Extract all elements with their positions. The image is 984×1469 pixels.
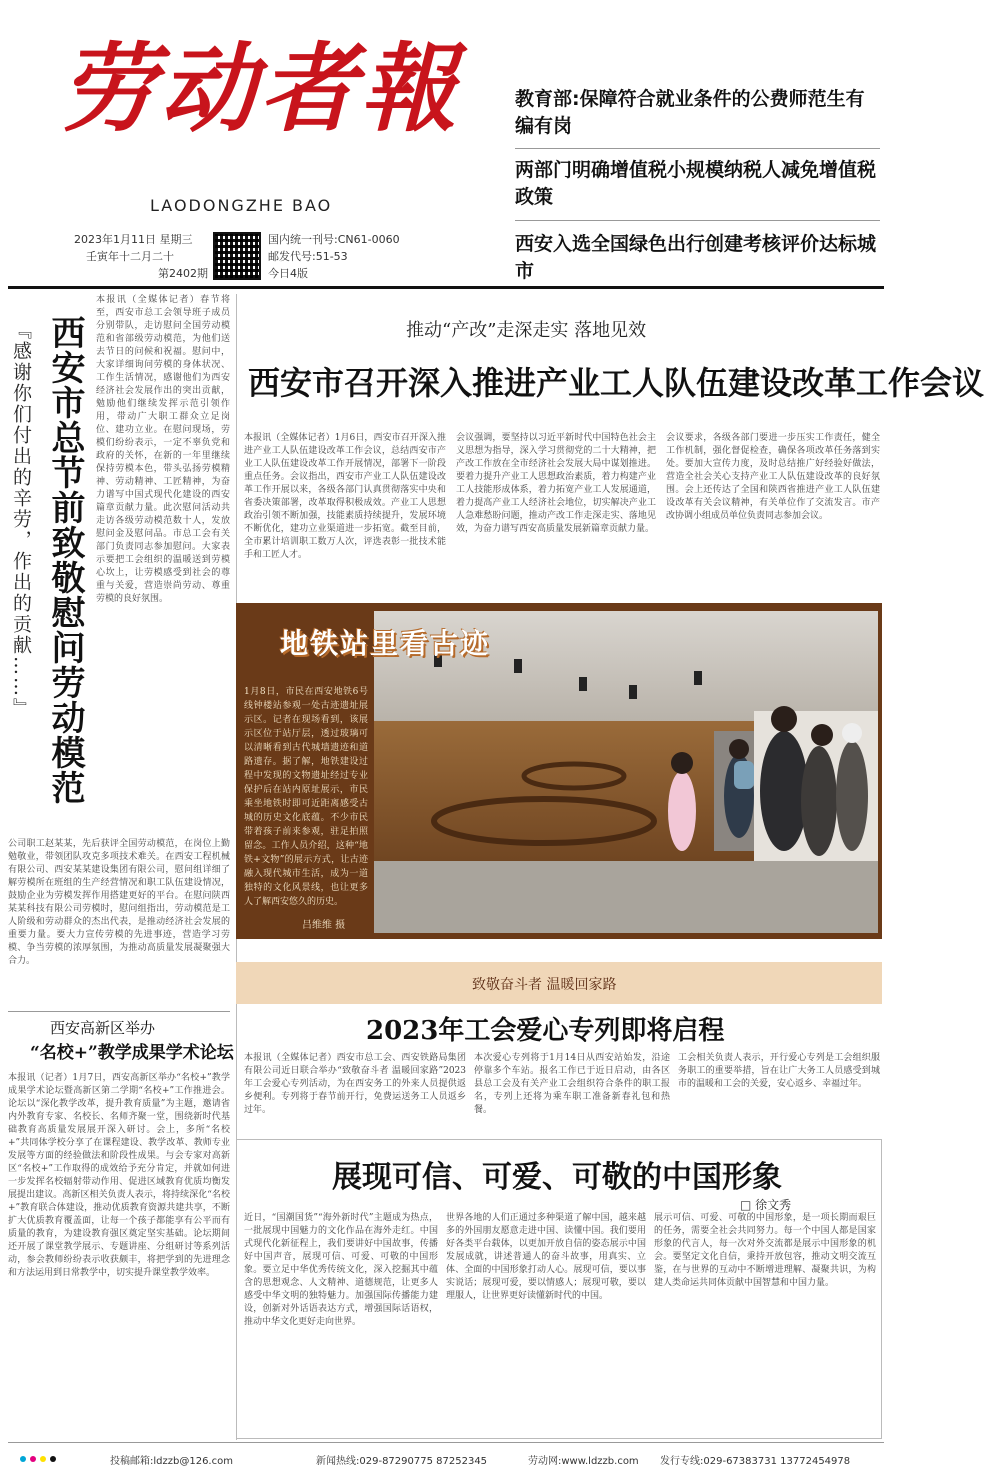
footer-site[interactable]: 劳动网:www.ldzzb.com: [528, 1456, 639, 1467]
commentary-author: □ 徐文秀: [740, 1198, 792, 1212]
top-headline-2[interactable]: 两部门明确增值税小规模纳税人减免增值税政策: [515, 159, 877, 208]
divider: [515, 220, 880, 221]
top-headline-3[interactable]: 西安入选全国绿色出行创建考核评价达标城市: [515, 233, 877, 282]
footer-delivery: 发行专线:029-67383731 13772454978: [660, 1456, 851, 1467]
masthead-rule: [8, 286, 884, 289]
masthead-pinyin: LAODONGZHE BAO: [150, 196, 333, 215]
forum-article-body: 本报讯（记者）1月7日，西安高新区举办“名校+”教学成果学术论坛暨高新区第二学期“名校+”工作推进会。论坛以“深化教学改革，提升教育质量”为主题，邀请省内外教育专家、名校长、名师齐聚一堂，围绕新时代基础教育高质量发展展开深入研讨。会上，多所“名校+”共同体学校分享了在课程建设、教学改革、教师专业发展等方面的经验做法和阶段性成果。与会专家对高新区“名校+”工作取得的成效给予充分肯定，并就如何进一步发挥名校辐射带动作用、促进区域教育优质均衡发展提出建议。高新区相关负责人表示，将持续深化“名校+”教育联合体建设，推动优质教育资源共建共享，不断扩大优质教育覆盖面，让每一个孩子都能享有公平而有质量的教育，为建设教育强区奠定坚实基础。论坛期间还开展了课堂教学展示、专题讲座、分组研讨等系列活动，参会教师纷纷表示收获颇丰，将把学到的先进理念和方法运用到日常教学中，切实提升课堂教学效率。: [8, 1073, 230, 1278]
footer: [0, 1446, 892, 1469]
page-count: 今日4版: [268, 267, 308, 280]
main-article-col-3: 会议要求，各级各部门要进一步压实工作责任，健全工作机制，强化督促检查，确保各项改革任务落到实处。要加大宣传力度，及时总结推广好经验好做法，营造全社会关心支持产业工人队伍建设改革的良好氛围。会上还传达了全国和陕西省推进产业工人队伍建设改革有关会议精神，有关单位作了交流发言。市产改协调小组成员单位负责同志参加会议。: [666, 433, 880, 521]
masthead-lunar: 壬寅年十二月二十: [86, 250, 174, 263]
main-headline[interactable]: 西安市召开深入推进产业工人队伍建设改革工作会议: [248, 364, 984, 402]
union-headline[interactable]: 2023年工会爱心专列即将启程: [366, 1016, 725, 1046]
photo-feature-title: 地铁站里看古迹: [280, 627, 491, 660]
commentary-col-1: 近日，“国潮国货”“海外新时代”主题成为热点，一批展现中国魅力的文化作品在海外走红。中国式现代化新征程上，我们要讲好中国故事，传播好中国声音，展现可信、可爱、可敬的中国形象。要立足中华优秀传统文化，深入挖掘其中蕴含的思想观念、人文精神、道德规范，让更多人感受中华文明的独特魅力。加强国际传播能力建设，创新对外话语表达方式，增强国际话语权，推动中华文化更好走向世界。: [244, 1213, 438, 1327]
union-kicker: 致敬奋斗者 温暖回家路: [472, 977, 617, 993]
footer-hotline: 新闻热线:029-87290775 87252345: [316, 1456, 488, 1467]
main-article-col-2: 会议强调，要坚持以习近平新时代中国特色社会主义思想为指导，深入学习贯彻党的二十大精神，把产改工作放在全市经济社会发展大局中谋划推进。要着力提升产业工人思想政治素质，着力构建产业工人技能形成体系，着力拓宽产业工人发展通道，着力提高产业工人经济社会地位，切实解决产业工人急难愁盼问题，推动产改工作走深走实、落地见效，为奋力谱写西安高质量发展新篇章贡献力量。: [456, 433, 656, 534]
photo-credit: 吕维维 摄: [302, 920, 346, 931]
footer-rule: [8, 1442, 884, 1443]
union-article-col-3: 工会相关负责人表示，开行爱心专列是工会组织服务职工的重要举措，旨在让广大务工人员感受到城市的温暖和工会的关爱，安心返乡、幸福过年。: [678, 1053, 880, 1089]
footer-email[interactable]: 投稿邮箱:ldzzb@126.com: [110, 1456, 233, 1467]
main-kicker: 推动“产改”走深走实 落地见效: [406, 320, 647, 341]
forum-title-line-1[interactable]: 西安高新区举办: [50, 1019, 156, 1037]
quote-vertical: 『感谢你们付出的辛劳，作出的贡献……』: [10, 320, 32, 719]
postal-code: 邮发代号:51-53: [268, 250, 348, 263]
registration-dots: [20, 1454, 60, 1465]
union-article-col-1: 本报讯（全媒体记者）西安市总工会、西安铁路局集团有限公司近日联合举办“致敬奋斗者 温暖回家路”2023年工会爱心专列活动，为在西安务工的外来人员提供返乡便利。专列将于春节前开行，免费运送务工人员返乡过年。: [244, 1053, 466, 1115]
qr-code: [213, 232, 261, 280]
top-headline-1[interactable]: 教育部:保障符合就业条件的公费师范生有编有岗: [515, 88, 865, 137]
photo-caption-text: 1月8日，市民在西安地铁6号线钟楼站参观一处古迹遗址展示区。记者在现场看到，该展示区位于站厅层，透过玻璃可以清晰看到古代城墙遗迹和道路遗存。据了解，地铁建设过程中发现的文物遗址经过专业保护后在站内原址展示，市民乘坐地铁时即可近距离感受古城的历史文化底蕴。不少市民带着孩子前来参观，驻足拍照留念。工作人员介绍，这种“地铁+文物”的展示方式，让古迹融入现代城市生活，成为一道独特的文化风景线，也让更多人了解西安悠久的历史。: [244, 687, 368, 907]
masthead-date: 2023年1月11日 星期三: [74, 233, 193, 246]
left-article-body-2: 公司职工赵某某，先后获评全国劳动模范，在岗位上勤勉敬业，带领团队攻克多项技术难关。在西安工程机械有限公司、西安某某建设集团有限公司，慰问组详细了解劳模所在班组的生产经营情况和职工队伍建设情况，鼓励企业为劳模发挥作用搭建更好的平台。在慰问陕西某某科技有限公司劳模时，慰问组指出，劳动模范是工人阶级和劳动群众的杰出代表，是推动经济社会发展的重要力量。要大力宣传劳模的先进事迹，营造学习劳模、争当劳模的浓厚氛围，为推动高质量发展凝聚强大合力。: [8, 839, 230, 966]
union-article-col-2: 本次爱心专列将于1月14日从西安站始发，沿途停靠多个车站。报名工作已于近日启动，由各区县总工会及有关产业工会组织符合条件的职工报名，专列上还将为乘车职工准备新春礼包和热餐。: [474, 1053, 670, 1115]
left-article-body: 本报讯（全媒体记者）春节将至，西安市总工会领导班子成员分别带队，走访慰问全国劳动模范和省部级劳动模范，为他们送去节日的问候和祝福。慰问中，大家详细询问劳模的身体状况、工作生活情况，感谢他们为西安经济社会发展作出的突出贡献，勉励他们继续发挥示范引领作用，带动广大职工群众立足岗位、建功立业。在慰问现场，劳模们纷纷表示，一定不辜负党和政府的关怀，在新的一年里继续保持劳模本色，带头弘扬劳模精神、劳动精神、工匠精神，为奋力谱写中国式现代化建设的西安篇章贡献力量。此次慰问活动共走访各级劳动模范数十人，发放慰问金及慰问品。市总工会有关部门负责同志参加慰问。大家表示要把工会组织的温暖送到劳模心坎上，让劳模感受到社会的尊重与关爱，营造崇尚劳动、尊重劳模的良好氛围。: [96, 295, 230, 604]
commentary-col-2: 世界各地的人们正通过多种渠道了解中国，越来越多的外国朋友愿意走进中国、读懂中国。我们要用好各类平台载体，以更加开放自信的姿态展示中国发展成就，讲述普通人的奋斗故事，用真实、立体、全面的中国形象打动人心。展现可信，要以事实说话；展现可爱，要以情感人；展现可敬，要以理服人，让世界更好读懂新时代的中国。: [446, 1213, 646, 1301]
commentary-col-3: 展示可信、可爱、可敬的中国形象，是一项长期而艰巨的任务，需要全社会共同努力。每一个中国人都是国家形象的代言人，每一次对外交流都是展示中国形象的机会。要坚定文化自信，秉持开放包容，推动文明交流互鉴，在与世界的互动中不断增进理解、凝聚共识，为构建人类命运共同体贡献中国智慧和中国力量。: [654, 1213, 876, 1288]
commentary-headline[interactable]: 展现可信、可爱、可敬的中国形象: [332, 1160, 782, 1195]
cn-number: 国内统一刊号:CN61-0060: [268, 233, 400, 246]
divider: [515, 148, 880, 149]
masthead-title: 劳动者報: [60, 32, 460, 145]
forum-title-line-2[interactable]: “名校+”教学成果学术论坛: [30, 1043, 234, 1063]
masthead-issue: 第2402期: [158, 267, 208, 280]
divider: [8, 1011, 230, 1012]
main-article-col-1: 本报讯（全媒体记者）1月6日，西安市召开深入推进产业工人队伍建设改革工作会议，总结西安市产业工人队伍建设改革工作开展情况，部署下一阶段重点任务。会议指出，西安市产业工人队伍建设改革工作开展以来，各级各部门认真贯彻落实中央和省委决策部署，改革取得积极成效。产业工人思想政治引领不断加强，技能素质持续提升，发展环境不断优化，建功立业渠道进一步拓宽。截至目前，全市累计培训职工数万人次，评选表彰一批技术能手和工匠人才。: [244, 433, 446, 560]
left-headline[interactable]: 西安市总节前致敬慰问劳动模范: [45, 315, 85, 805]
